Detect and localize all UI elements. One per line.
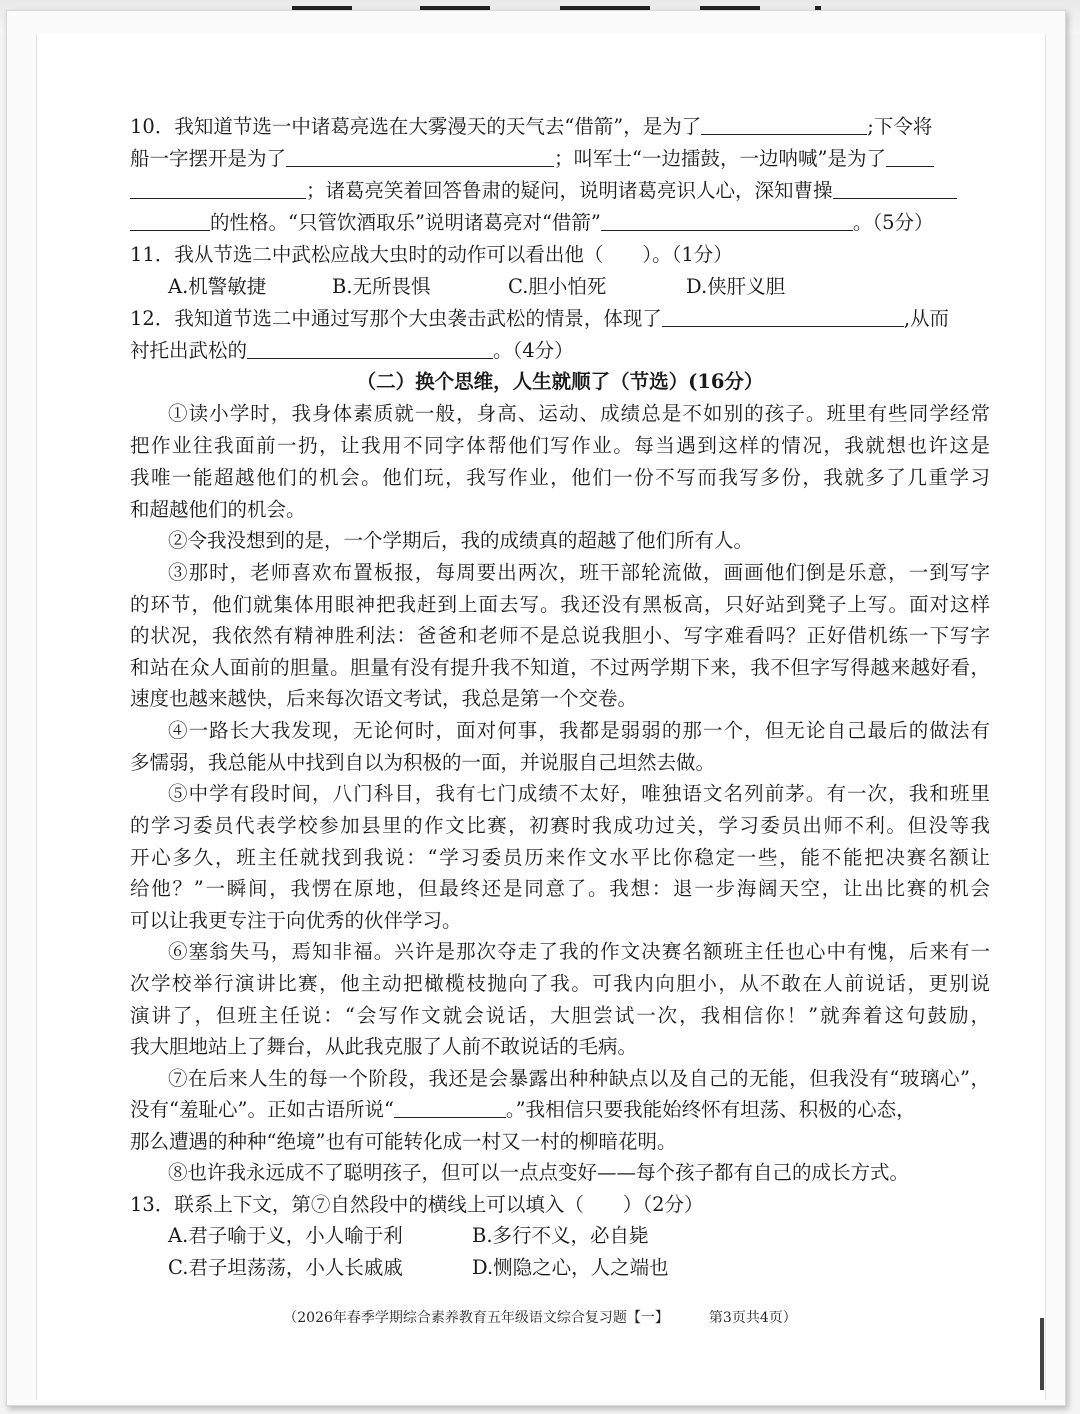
q10-line-1: 10．我知道节选一中诸葛亮选在大雾漫天的天气去“借箭”，是为了 ;下令将 [130, 111, 932, 143]
page-footer [0, 1307, 1080, 1327]
q10-line-4: 的性格。“只管饮酒取乐”说明诸葛亮对“借箭” 。（5分） [130, 207, 934, 239]
q12-line-1: 12．我知道节选二中通过写那个大虫袭击武松的情景，体现了 ,从而 [130, 303, 949, 335]
q11-option-c: C.胆小怕死 [508, 275, 607, 298]
paragraph-line: 那么遭遇的种种“绝境”也有可能转化成一村又一村的柳暗花明。 [130, 1130, 677, 1153]
paragraph-line: 给他？”一瞬间，我愣在原地，但最终还是同意了。我想：退一步海阔天空，让出比赛的机会 [130, 877, 990, 900]
paragraph-line: ⑤中学有段时间，八门科目，我有七门成绩不太好，唯独语文名列前茅。有一次，我和班里 [168, 782, 990, 805]
answer-blank [130, 176, 306, 199]
answer-blank [833, 176, 957, 199]
paragraph-line: 可以让我更专注于向优秀的伙伴学习。 [130, 909, 462, 932]
answer-blank [886, 144, 934, 167]
answer-blank [286, 144, 554, 167]
paragraph-line: ②令我没想到的是，一个学期后，我的成绩真的超越了他们所有人。 [168, 529, 754, 552]
q12-line-2: 衬托出武松的 。（4分） [130, 335, 574, 367]
section-title: （二）换个思维，人生就顺了（节选）(16分） [356, 370, 764, 393]
paragraph-line: 演讲了，但班主任说：“会写作文就会说话，大胆尝试一次，我相信你！”就奔着这句鼓励， [130, 1004, 990, 1027]
q11-option-a: A.机警敏捷 [168, 275, 267, 298]
paragraph-line: ⑦在后来人生的每一个阶段，我还是会暴露出种种缺点以及自己的无能，但我没有“玻璃心”， [168, 1067, 990, 1090]
q13-stem: 13．联系上下文，第⑦自然段中的横线上可以填入（ ）（2分） [130, 1193, 704, 1216]
paragraph-line: ③那时，老师喜欢布置板报，每周要出两次，班干部轮流做，画画他们倒是乐意，一到写字 [168, 561, 990, 584]
paragraph-line: 我唯一能超越他们的机会。他们玩，我写作业，他们一份不写而我写多份，我就多了几重学习 [130, 466, 990, 489]
paragraph-line: 的学习委员代表学校参加县里的作文比赛，初赛时我成功过关，学习委员出师不利。但没等我 [130, 814, 990, 837]
paragraph-line: ①读小学时，我身体素质就一般，身高、运动、成绩总是不如别的孩子。班里有些同学经常 [168, 402, 990, 425]
paragraph-line: 的环节，他们就集体用眼神把我赶到上面去写。我还没有黑板高，只好站到凳子上写。面对这样 [130, 593, 990, 616]
paragraph-line-with-blank: 没有“羞耻心”。正如古语所说“ 。”我相信只要我能始终怀有坦荡、积极的心态， [130, 1094, 916, 1126]
q13-option-a: A.君子喻于义，小人喻于利 [168, 1224, 403, 1247]
q13-option-b: B.多行不义，必自毙 [472, 1224, 649, 1247]
q10-line-2: 船一字摆开是为了 ；叫军士“一边擂鼓，一边呐喊”是为了 [130, 143, 934, 175]
paragraph-line: 的状况，我依然有精神胜利法：爸爸和老师不是总说我胆小、写字难看吗？正好借机练一下写字 [130, 624, 990, 647]
q13-option-d: D.恻隐之心，人之端也 [472, 1256, 669, 1279]
answer-blank [130, 208, 210, 231]
paragraph-line: 开心多久，班主任就找到我说：“学习委员历来作文水平比你稳定一些，能不能把决赛名额让 [130, 846, 990, 869]
paragraph-line: 我大胆地站上了舞台，从此我克服了人前不敢说话的毛病。 [130, 1035, 638, 1058]
paragraph-line: ⑥塞翁失马，焉知非福。兴许是那次夺走了我的作文决赛名额班主任也心中有愧，后来有一 [168, 940, 990, 963]
paragraph-line: 把作业往我面前一扔，让我用不同字体帮他们写作业。每当遇到这样的情况，我就想也许这是 [130, 434, 990, 457]
q10-line-3: ；诸葛亮笑着回答鲁肃的疑问，说明诸葛亮识人心，深知曹操 [130, 175, 957, 207]
paragraph-line: 次学校举行演讲比赛，他主动把橄榄枝抛向了我。可我内向胆小，从不敢在人前说话，更别说 [130, 972, 990, 995]
q13-option-c: C.君子坦荡荡，小人长戚戚 [168, 1256, 403, 1279]
answer-blank [701, 112, 867, 135]
paragraph-line: 速度也越来越快，后来每次语文考试，我总是第一个交卷。 [130, 687, 638, 710]
paragraph-line: 多懦弱，我总能从中找到自以为积极的一面，并说服自己坦然去做。 [130, 751, 716, 774]
q11-stem: 11．我从节选二中武松应战大虫时的动作可以看出他（ ）。（1分） [130, 243, 733, 266]
footer-page-number: 第3页共4页） [708, 1310, 797, 1326]
paragraph-line: 和超越他们的机会。 [130, 498, 306, 521]
answer-blank [601, 208, 853, 231]
paragraph-line: 和站在众人面前的胆量。胆量有没有提升我不知道，不过两学期下来，我不但字写得越来越好看， [130, 656, 990, 679]
scrollbar-thumb[interactable] [1040, 1318, 1044, 1390]
footer-title: （2026年春季学期综合素养教育五年级语文综合复习题【一】 [283, 1310, 669, 1326]
paragraph-line: ⑧也许我永远成不了聪明孩子，但可以一点点变好——每个孩子都有自己的成长方式。 [168, 1161, 910, 1184]
q11-option-d: D.侠肝义胆 [686, 275, 786, 298]
q11-option-b: B.无所畏惧 [332, 275, 431, 298]
answer-blank [662, 304, 904, 327]
answer-blank [394, 1095, 506, 1118]
answer-blank [247, 336, 493, 359]
paragraph-line: ④一路长大我发现，无论何时，面对何事，我都是弱弱的那一个，但无论自己最后的做法有 [168, 719, 990, 742]
